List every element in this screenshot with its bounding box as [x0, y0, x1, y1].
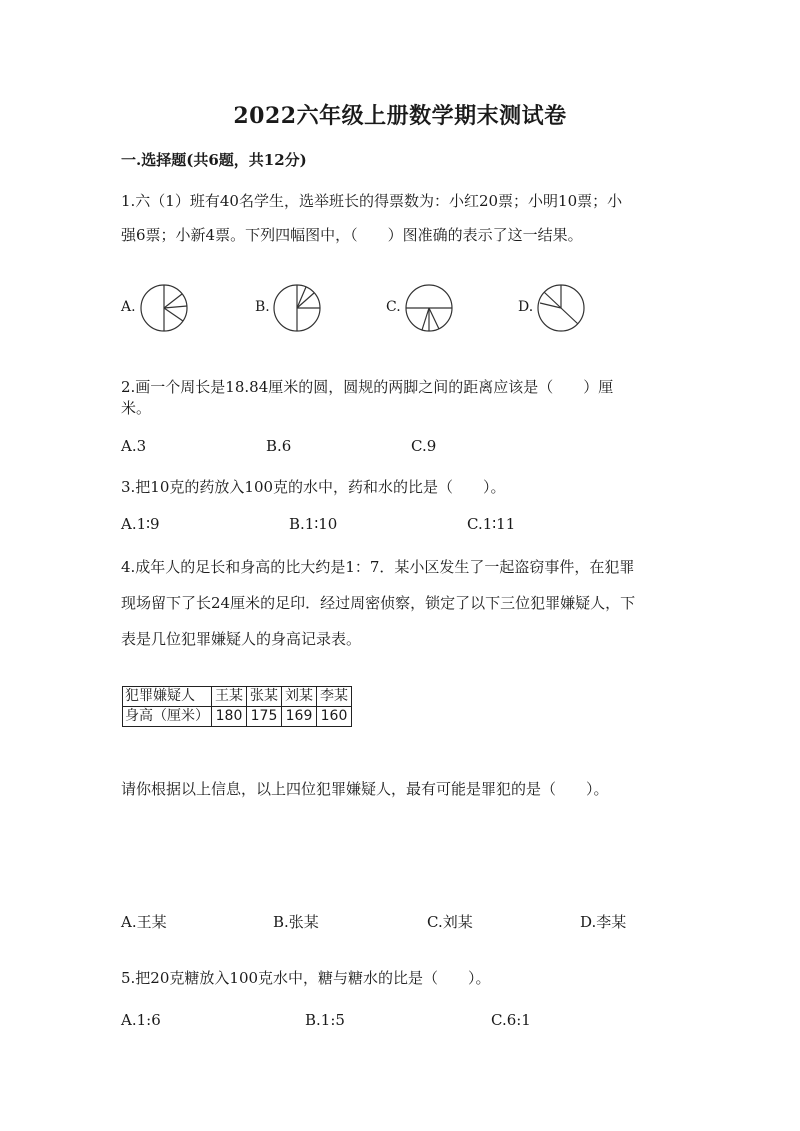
suspect-height-table	[122, 686, 352, 727]
q5-option-a: A.1:6	[121, 1011, 161, 1029]
q3-option-c: C.1∶11	[467, 515, 516, 533]
table-cell: 张某	[247, 687, 282, 707]
page-title: 2022六年级上册数学期末测试卷	[233, 103, 567, 129]
q1-line1: 1.六（1）班有40名学生，选举班长的得票数为：小红20票；小明10票；小	[121, 192, 623, 210]
q3-option-b: B.1∶10	[289, 515, 338, 533]
q2-option-c: C.9	[411, 437, 437, 455]
q4-line2: 现场留下了长24厘米的足印．经过周密侦察，锁定了以下三位犯罪嫌疑人，下	[121, 594, 636, 612]
q1-pie-d	[536, 283, 586, 333]
table-cell: 犯罪嫌疑人	[123, 687, 212, 707]
table-row	[123, 707, 352, 727]
q1-option-b-label: B.	[255, 299, 270, 315]
section-heading: 一.选择题(共6题，共12分)	[121, 151, 307, 169]
q5-option-c: C.6:1	[491, 1011, 531, 1029]
q3-option-a: A.1∶9	[121, 515, 160, 533]
table-cell: 王某	[212, 687, 247, 707]
q4-option-d: D.李某	[580, 913, 627, 931]
q4-line3: 表是几位犯罪嫌疑人的身高记录表。	[121, 630, 362, 648]
q4-option-a: A.王某	[121, 913, 167, 931]
q1-option-c-label: C.	[386, 299, 401, 315]
table-cell: 李某	[317, 687, 352, 707]
table-row	[123, 687, 352, 707]
table-cell: 身高（厘米）	[123, 707, 212, 727]
q2-line2: 米。	[121, 399, 152, 417]
q1-pie-c	[404, 283, 454, 333]
table-cell: 175	[247, 707, 282, 727]
q4-option-b: B.张某	[273, 913, 319, 931]
q4-line1: 4.成年人的足长和身高的比大约是1：7．某小区发生了一起盗窃事件，在犯罪	[121, 558, 635, 576]
q5-option-b: B.1:5	[305, 1011, 345, 1029]
table-cell: 180	[212, 707, 247, 727]
q2-option-b: B.6	[266, 437, 292, 455]
q4-prompt: 请你根据以上信息，以上四位犯罪嫌疑人，最有可能是罪犯的是（ ）。	[121, 780, 609, 798]
q1-pie-b	[272, 283, 322, 333]
q2-option-a: A.3	[121, 437, 147, 455]
table-cell: 刘某	[282, 687, 317, 707]
table-cell: 160	[317, 707, 352, 727]
q3-line1: 3.把10克的药放入100克的水中，药和水的比是（ ）。	[121, 478, 506, 496]
table-cell: 169	[282, 707, 317, 727]
q1-line2: 强6票；小新4票。下列四幅图中，（ ）图准确的表示了这一结果。	[121, 226, 583, 244]
q1-option-d-label: D.	[518, 299, 534, 315]
q5-line1: 5.把20克糖放入100克水中，糖与糖水的比是（ ）。	[121, 969, 491, 987]
q1-pie-a	[139, 283, 189, 333]
q4-option-c: C.刘某	[427, 913, 473, 931]
q1-option-a-label: A.	[121, 299, 136, 315]
q2-line1: 2.画一个周长是18.84厘米的圆，圆规的两脚之间的距离应该是（ ）厘	[121, 378, 614, 396]
